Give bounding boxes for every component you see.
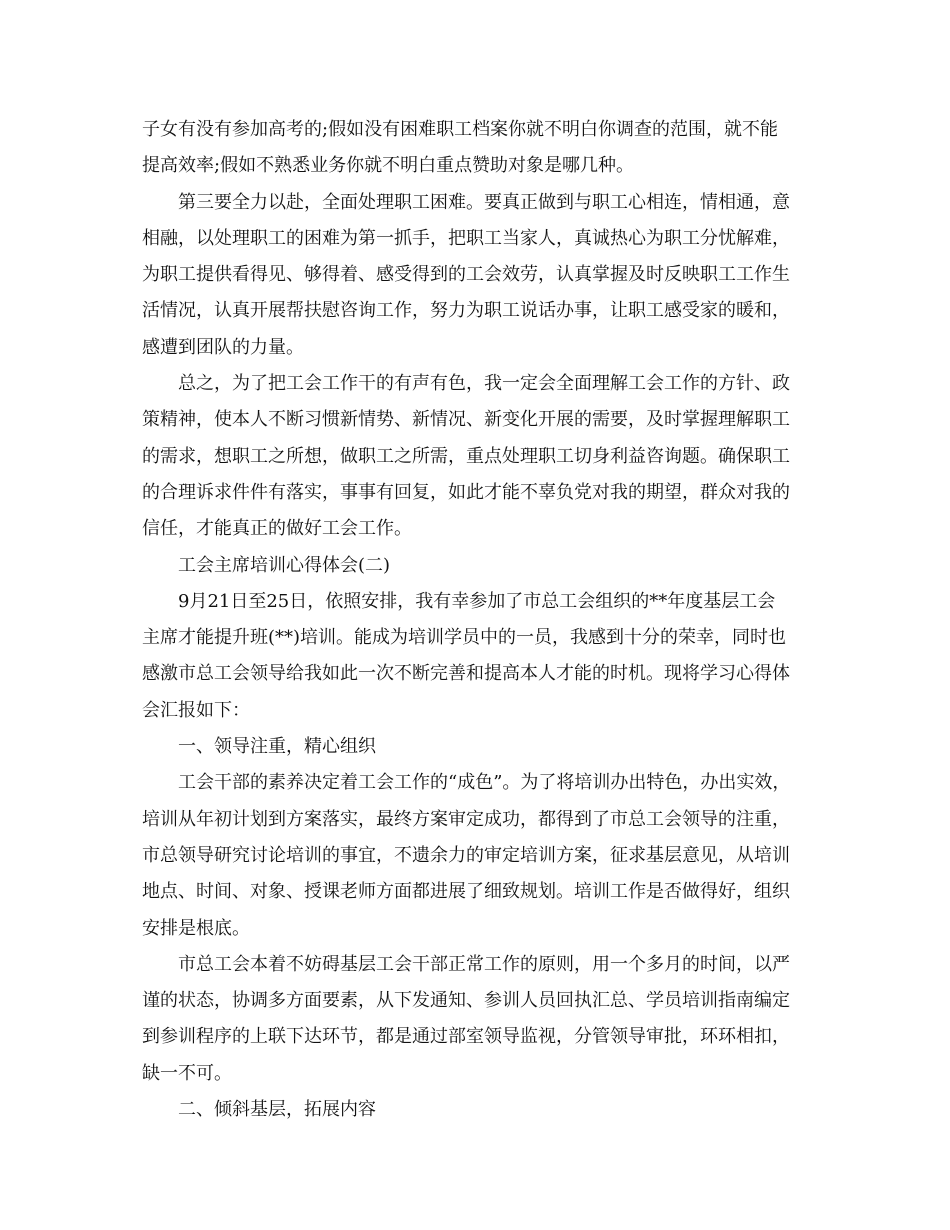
text-line: 的合理诉求件件有落实，事事有回复，如此才能不辜负党对我的期望，群众对我的 bbox=[142, 481, 790, 503]
text-line: 工会干部的素养决定着工会工作的“成色”。为了将培训办出特色，办出实效， bbox=[178, 772, 791, 794]
text-line: 信任，才能真正的做好工会工作。 bbox=[142, 518, 412, 540]
text-line: 相融，以处理职工的困难为第一抓手，把职工当家人，真诚热心为职工分忧解难， bbox=[142, 227, 790, 249]
text-line: 第三要全力以赴，全面处理职工困难。要真正做到与职工心相连，情相通，意 bbox=[178, 191, 790, 213]
text-line: 活情况，认真开展帮扶慰咨询工作，努力为职工说话办事，让职工感受家的暖和， bbox=[142, 300, 790, 322]
document-page bbox=[142, 112, 812, 1128]
text-line: 9月21日至25日，依照安排，我有幸参加了市总工会组织的**年度基层工会 bbox=[178, 590, 776, 612]
text-line: 主席才能提升班(**)培训。能成为培训学员中的一员，我感到十分的荣幸，同时也 bbox=[142, 627, 787, 649]
text-line: 策精神，使本人不断习惯新情势、新情况、新变化开展的需要，及时掌握理解职工 bbox=[142, 409, 790, 431]
text-line: 一、领导注重，精心组织 bbox=[178, 736, 376, 758]
text-line: 会汇报如下： bbox=[142, 699, 250, 721]
text-line: 二、倾斜基层，拓展内容 bbox=[178, 1099, 376, 1121]
text-line: 市总工会本着不妨碍基层工会干部正常工作的原则，用一个多月的时间，以严 bbox=[178, 953, 790, 975]
text-line: 为职工提供看得见、够得着、感受得到的工会效劳，认真掌握及时反映职工工作生 bbox=[142, 264, 790, 286]
text-line: 子女有没有参加高考的;假如没有困难职工档案你就不明白你调查的范围，就不能 bbox=[142, 119, 779, 140]
text-line: 感遭到团队的力量。 bbox=[142, 336, 304, 358]
text-line: 地点、时间、对象、授课老师方面都进展了细致规划。培训工作是否做得好，组织 bbox=[142, 881, 790, 903]
text-line: 市总领导研究讨论培训的事宜，不遗余力的审定培训方案，征求基层意见，从培训 bbox=[142, 844, 790, 866]
text-line: 到参训程序的上联下达环节，都是通过部室领导监视，分管领导审批，环环相扣， bbox=[142, 1026, 790, 1048]
text-line: 总之，为了把工会工作干的有声有色，我一定会全面理解工会工作的方针、政 bbox=[178, 373, 790, 395]
text-line: 谨的状态，协调多方面要素，从下发通知、参训人员回执汇总、学员培训指南编定 bbox=[142, 990, 790, 1012]
text-line: 培训从年初计划到方案落实，最终方案审定成功，都得到了市总工会领导的注重， bbox=[142, 808, 790, 830]
text-line: 缺一不可。 bbox=[142, 1062, 232, 1084]
text-line: 感激市总工会领导给我如此一次不断完善和提高本人才能的时机。现将学习心得体 bbox=[142, 663, 790, 685]
text-line: 的需求，想职工之所想，做职工之所需，重点处理职工切身利益咨询题。确保职工 bbox=[142, 445, 790, 467]
text-line: 提高效率;假如不熟悉业务你就不明白重点赞助对象是哪几种。 bbox=[142, 155, 635, 177]
text-line: 安排是根底。 bbox=[142, 917, 250, 939]
text-line: 工会主席培训心得体会(二) bbox=[178, 554, 391, 576]
